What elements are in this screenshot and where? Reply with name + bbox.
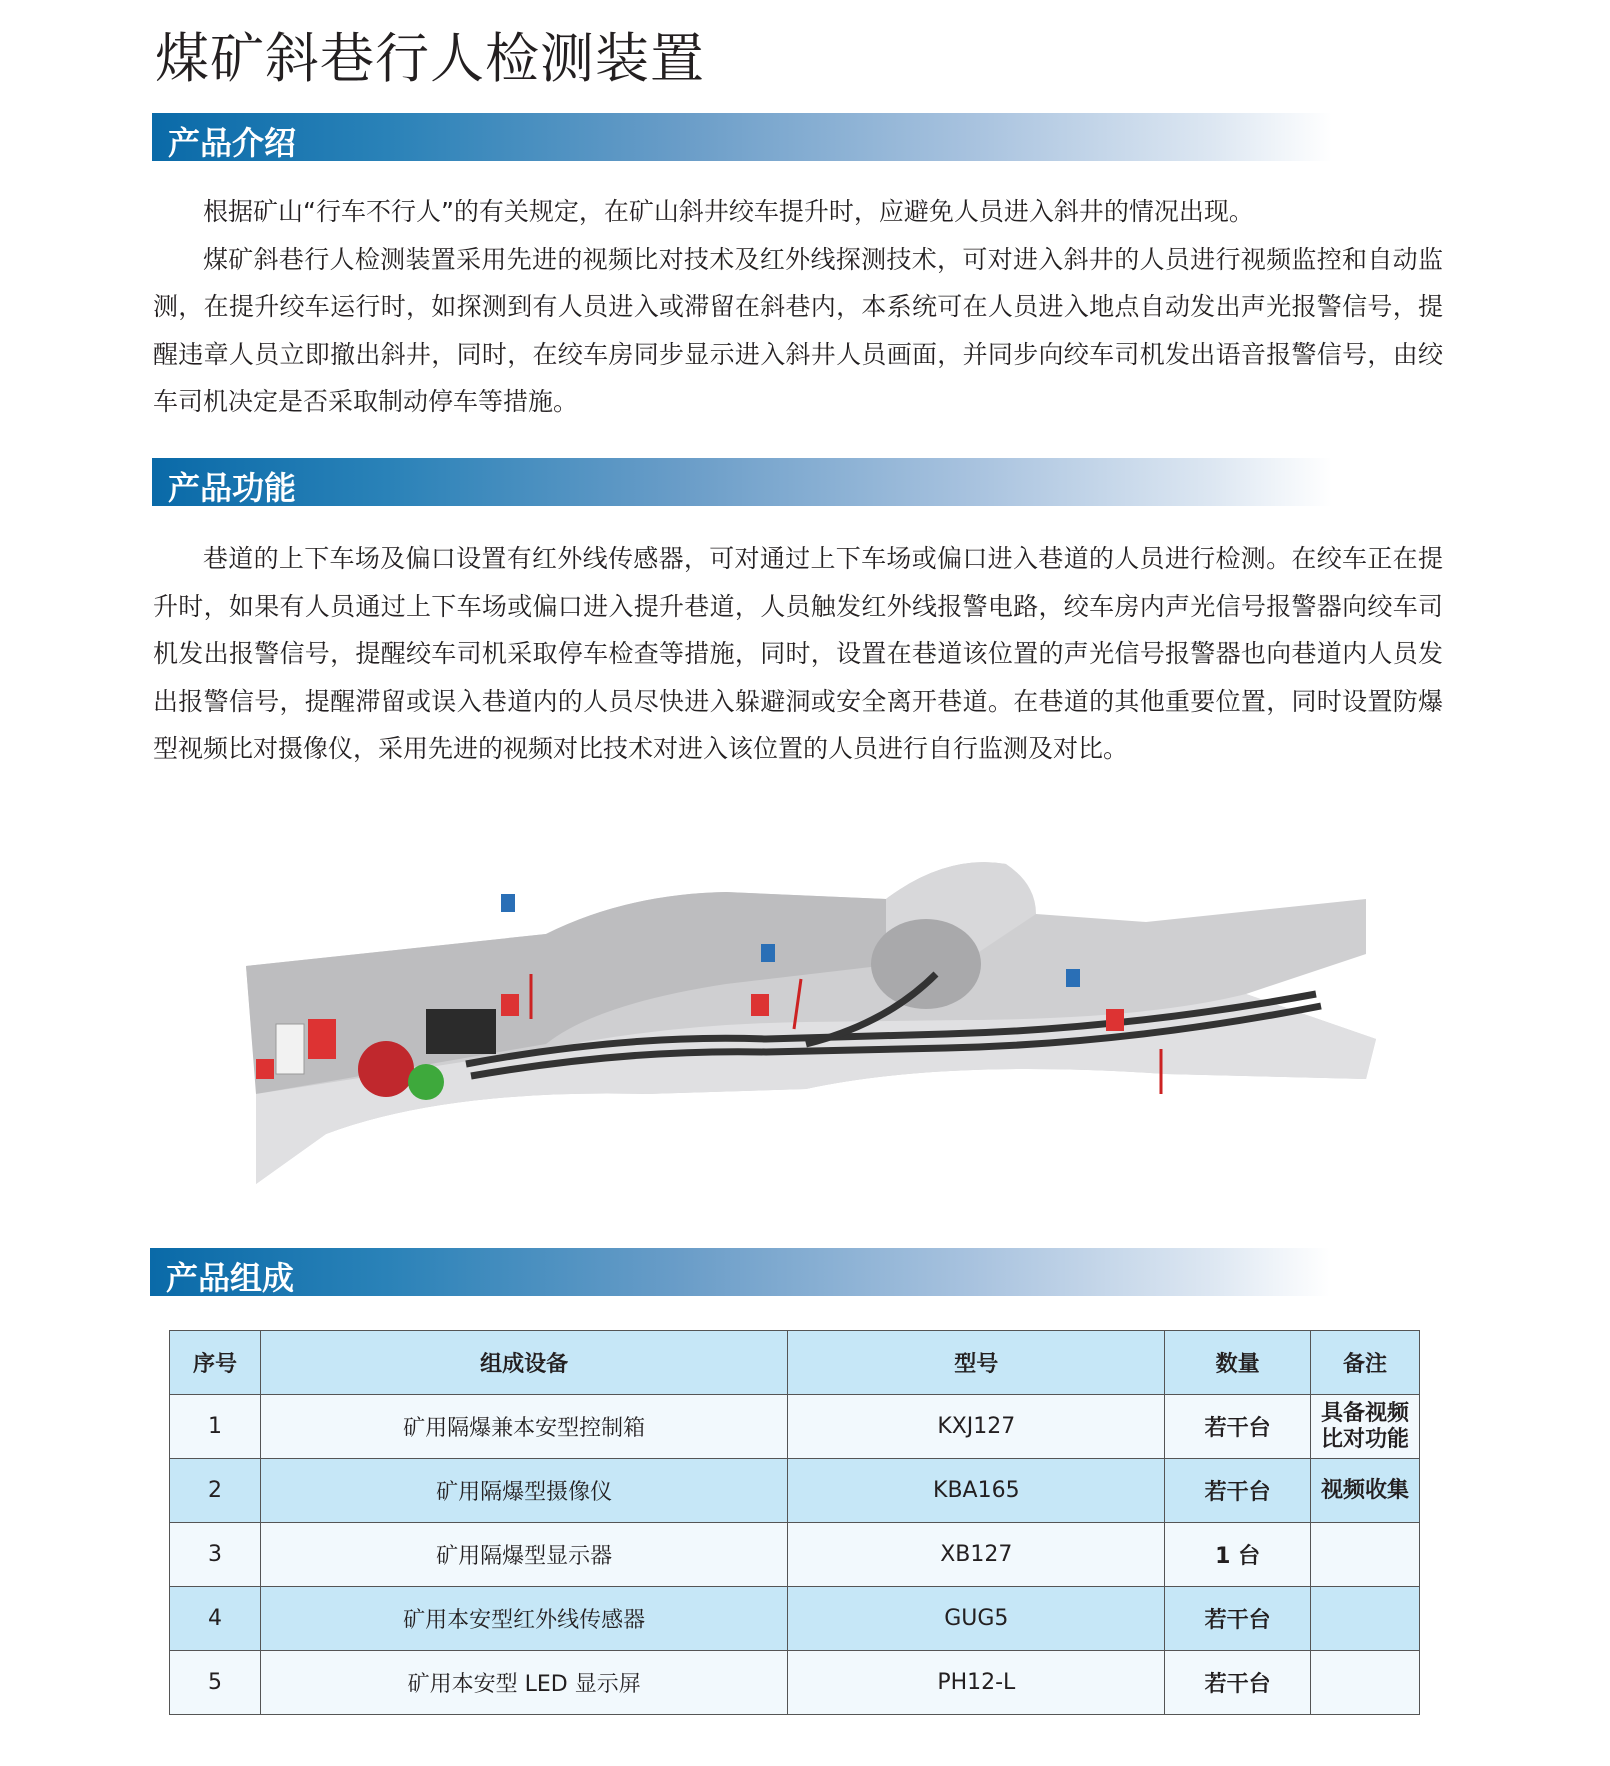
- paragraph: 煤矿斜巷行人检测装置采用先进的视频比对技术及红外线探测技术，可对进入斜井的人员进行视频监控和自动监测，在提升绞车运行时，如探测到有人员进入或滞留在斜巷内，本系统可在人员进入地点自动发出声光报警信号，提醒违章人员立即撤出斜井，同时，在绞车房同步显示进入斜井人员画面，并同步向绞车司机发出语音报警信号，由绞车司机决定是否采取制动停车等措施。: [153, 244, 1443, 417]
- header-cell: 备注: [1311, 1331, 1420, 1395]
- cell-note: [1311, 1651, 1420, 1715]
- table-row: [170, 1523, 1420, 1587]
- section-bar-function: [152, 458, 1332, 506]
- table-row: [170, 1395, 1420, 1459]
- cell-equipment: 矿用本安型红外线传感器: [260, 1587, 788, 1651]
- components-table: [169, 1330, 1420, 1715]
- cell-index: 5: [170, 1651, 261, 1715]
- header-cell: 组成设备: [260, 1331, 788, 1395]
- cell-note: [1311, 1523, 1420, 1587]
- cell-equipment: 矿用本安型 LED 显示屏: [260, 1651, 788, 1715]
- intro-text: [153, 188, 1443, 426]
- header-cell: 数量: [1165, 1331, 1311, 1395]
- cell-note: 视频收集: [1311, 1459, 1420, 1523]
- cell-quantity: 若干台: [1165, 1459, 1311, 1523]
- cell-model: GUG5: [788, 1587, 1165, 1651]
- cell-model: XB127: [788, 1523, 1165, 1587]
- cell-index: 1: [170, 1395, 261, 1459]
- paragraph: 根据矿山“行车不行人”的有关规定，在矿山斜井绞车提升时，应避免人员进入斜井的情况出现。: [203, 197, 1254, 226]
- cell-index: 3: [170, 1523, 261, 1587]
- section-bar-components: [150, 1248, 1330, 1296]
- table-row: [170, 1459, 1420, 1523]
- function-text: [153, 535, 1443, 773]
- tunnel-illustration: [246, 844, 1376, 1202]
- table-row: [170, 1587, 1420, 1651]
- cell-quantity: 若干台: [1165, 1651, 1311, 1715]
- cell-equipment: 矿用隔爆兼本安型控制箱: [260, 1395, 788, 1459]
- header-cell: 序号: [170, 1331, 261, 1395]
- cell-equipment: 矿用隔爆型显示器: [260, 1523, 788, 1587]
- cell-quantity: 1 台: [1165, 1523, 1311, 1587]
- cell-model: KBA165: [788, 1459, 1165, 1523]
- section-heading: 产品组成: [166, 1259, 295, 1297]
- paragraph: 巷道的上下车场及偏口设置有红外线传感器，可对通过上下车场或偏口进入巷道的人员进行检测。在绞车正在提升时，如果有人员通过上下车场或偏口进入提升巷道，人员触发红外线报警电路，绞车房内声光信号报警器向绞车司机发出报警信号，提醒绞车司机采取停车检查等措施，同时，设置在巷道该位置的声光信号报警器也向巷道内人员发出报警信号，提醒滞留或误入巷道内的人员尽快进入躲避洞或安全离开巷道。在巷道的其他重要位置，同时设置防爆型视频比对摄像仪，采用先进的视频对比技术对进入该位置的人员进行自行监测及对比。: [153, 544, 1443, 764]
- cell-model: PH12-L: [788, 1651, 1165, 1715]
- section-heading: 产品功能: [168, 469, 297, 507]
- page-title: 煤矿斜巷行人检测装置: [155, 27, 705, 90]
- section-bar-intro: [152, 113, 1332, 161]
- cell-quantity: 若干台: [1165, 1587, 1311, 1651]
- cell-quantity: 若干台: [1165, 1395, 1311, 1459]
- table-row: [170, 1651, 1420, 1715]
- cell-note: [1311, 1587, 1420, 1651]
- cell-model: KXJ127: [788, 1395, 1165, 1459]
- section-heading: 产品介绍: [168, 124, 297, 162]
- table-header: [170, 1331, 1420, 1395]
- header-cell: 型号: [788, 1331, 1165, 1395]
- cell-index: 2: [170, 1459, 261, 1523]
- cell-note: 具备视频比对功能: [1311, 1395, 1420, 1459]
- cell-equipment: 矿用隔爆型摄像仪: [260, 1459, 788, 1523]
- cell-index: 4: [170, 1587, 261, 1651]
